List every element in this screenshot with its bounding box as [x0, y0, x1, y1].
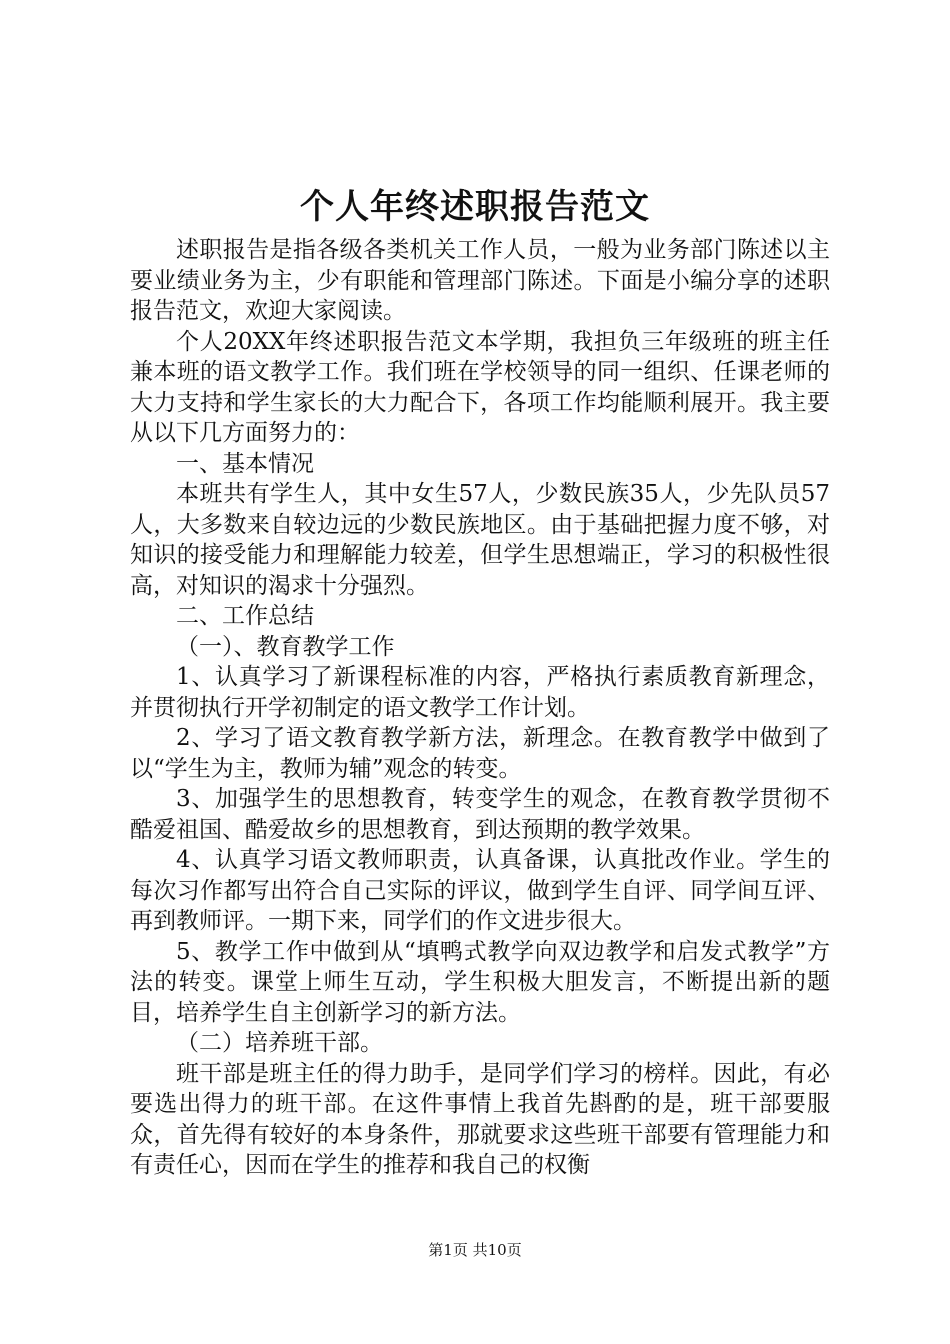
list-item-2: 2、学习了语文教育教学新方法，新理念。在教育教学中做到了以“学生为主，教师为辅”观念的转变。: [130, 725, 830, 782]
list-item-4: 4、认真学习语文教师职责，认真备课，认真批改作业。学生的每次习作都写出符合自己实际的评议，做到学生自评、同学间互评、再到教师评。一期下来，同学们的作文进步很大。: [130, 847, 830, 934]
paragraph-opening: 个人20XX年终述职报告范文本学期，我担负三年级班的班主任兼本班的语文教学工作。我们班在学校领导的同一组织、任课老师的大力支持和学生家长的大力配合下，各项工作均能顺利展开。我主要从以下几方面努力的：: [130, 328, 830, 446]
subsection-heading-cadres: （二）培养班干部。: [176, 1030, 383, 1056]
paragraph-intro: 述职报告是指各级各类机关工作人员，一般为业务部门陈述以主要业绩业务为主，少有职能和管理部门陈述。下面是小编分享的述职报告范文，欢迎大家阅读。: [130, 237, 830, 324]
page-footer: 第1页 共10页: [428, 1241, 522, 1259]
list-item-5: 5、教学工作中做到从“填鸭式教学向双边教学和启发式教学”方法的转变。课堂上师生互动，学生积极大胆发言，不断提出新的题目，培养学生自主创新学习的新方法。: [130, 938, 830, 1026]
section-heading-basic: 一、基本情况: [176, 450, 314, 477]
subsection-heading-teaching: （一）、教育教学工作: [176, 633, 395, 660]
section-heading-summary: 二、工作总结: [176, 603, 314, 629]
list-item-1: 1、认真学习了新课程标准的内容，严格执行素质教育新理念，并贯彻执行开学初制定的语文教学工作计划。: [130, 664, 830, 721]
document-body: [130, 235, 830, 1181]
list-item-3: 3、加强学生的思想教育，转变学生的观念，在教育教学贯彻不酷爱祖国、酷爱故乡的思想教育，到达预期的教学效果。: [130, 786, 830, 843]
paragraph-basic: 本班共有学生人，其中女生57人，少数民族35人，少先队员57人，大多数来自较边远的少数民族地区。由于基础把握力度不够，对知识的接受能力和理解能力较差，但学生思想端正，学习的积极性很高，对知识的渴求十分强烈。: [130, 481, 830, 599]
document-title: 个人年终述职报告范文: [300, 187, 650, 227]
paragraph-cadres: 班干部是班主任的得力助手，是同学们学习的榜样。因此，有必要选出得力的班干部。在这件事情上我首先斟酌的是，班干部要服众，首先得有较好的本身条件，那就要求这些班干部要有管理能力和有责任心，因而在学生的推荐和我自己的权衡: [130, 1060, 830, 1178]
